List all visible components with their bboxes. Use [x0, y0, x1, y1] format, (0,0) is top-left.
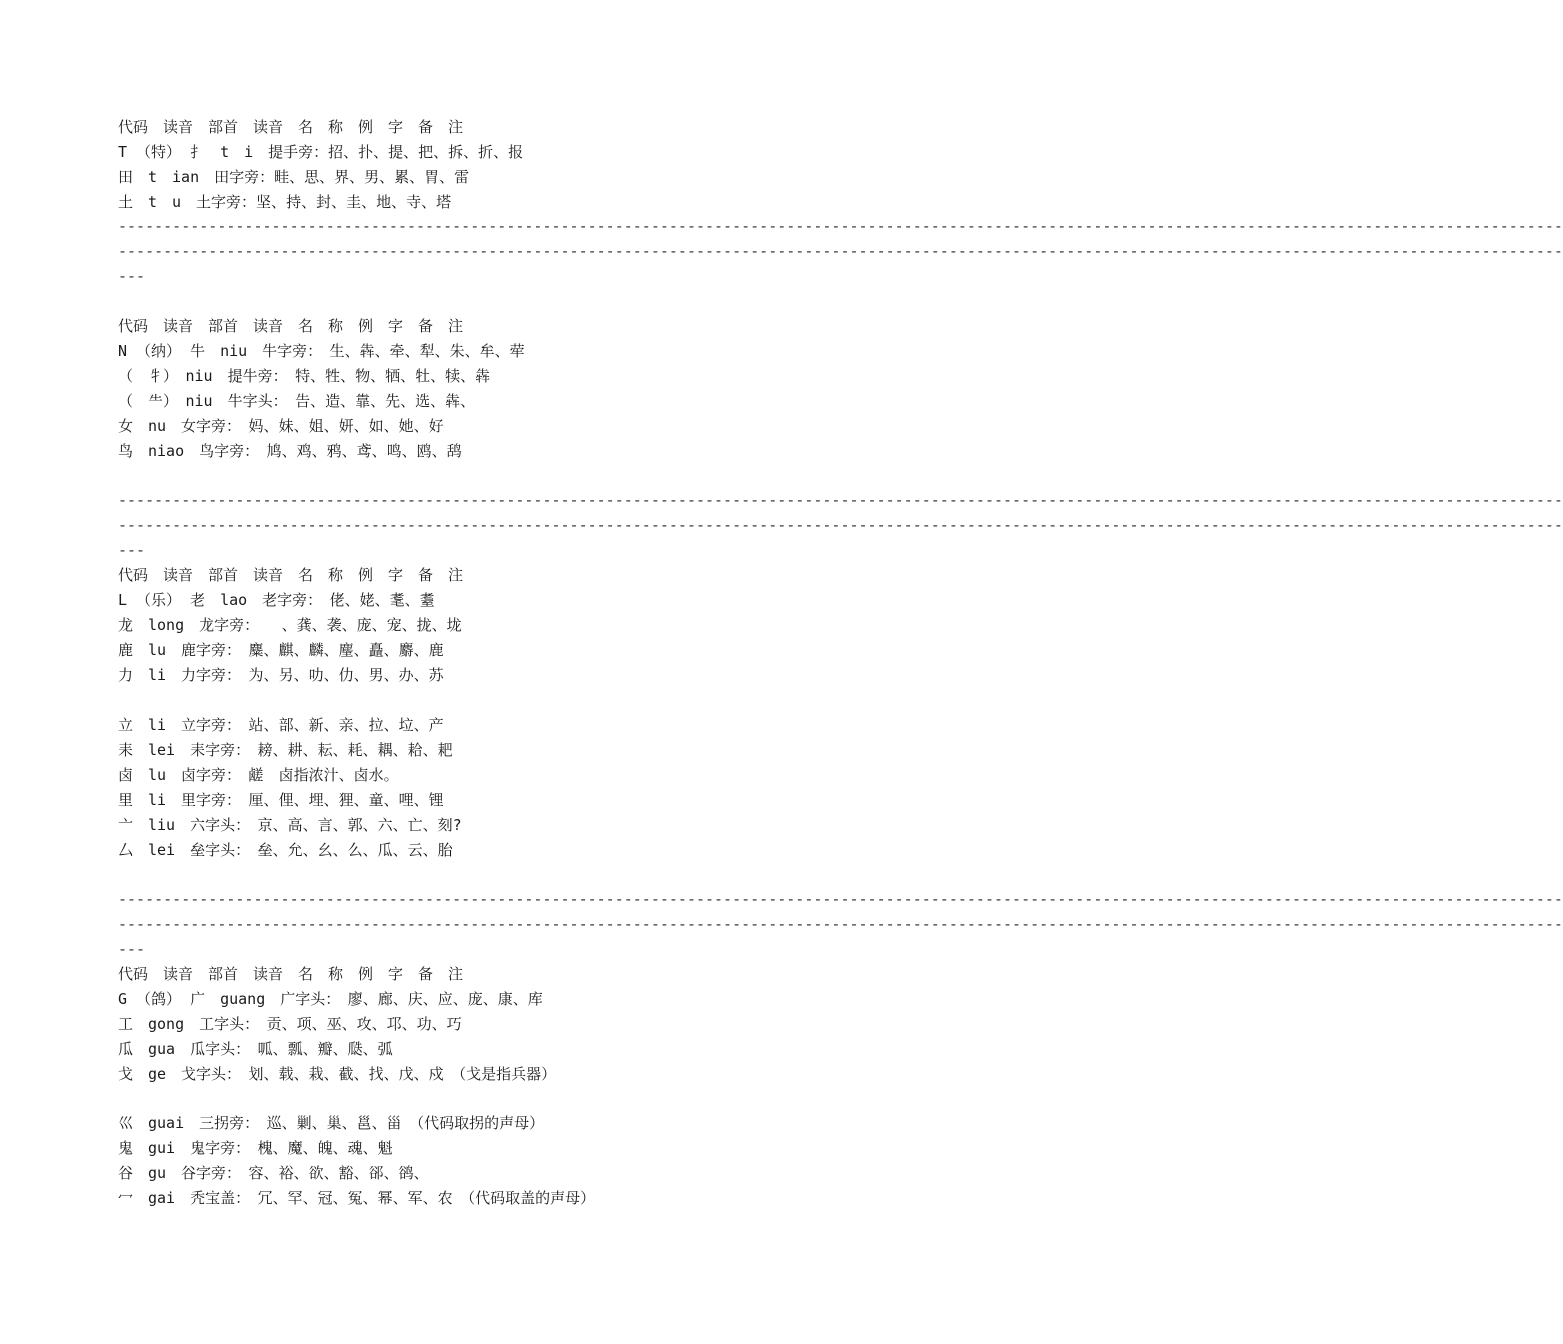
table-row: 鸟 niao 鸟字旁： 鸠、鸡、鸦、鸢、鸣、鸥、鸹 [118, 442, 462, 460]
table-row: （ ⺧） niu 牛字头： 告、造、靠、先、选、犇、 [118, 392, 476, 410]
dashed-rule: ---------------------------------------------------------------------------------------------------------------------------------------------------------------- [118, 915, 1563, 933]
dashed-rule: ---------------------------------------------------------------------------------------------------------------------------------------------------------------- [118, 491, 1563, 509]
table-row: 耒 lei 耒字旁： 耪、耕、耘、耗、耦、耠、耙 [118, 741, 453, 759]
table-row: T （特） 扌 t i 提手旁：招、扑、提、把、拆、折、报 [118, 143, 524, 161]
dashed-rule-tail: --- [118, 267, 146, 285]
table-row: 女 nu 女字旁： 妈、妹、姐、妍、如、她、好 [118, 417, 444, 435]
table-row: 立 li 立字旁： 站、部、新、亲、拉、垃、产 [118, 716, 444, 734]
table-row: 冖 gai 秃宝盖： 冗、罕、冠、冤、幂、军、农 （代码取盖的声母） [118, 1189, 596, 1207]
table-row: 卤 lu 卤字旁： 鹾 卤指浓汁、卤水。 [118, 766, 399, 784]
dashed-rule-tail: --- [118, 541, 146, 559]
table-row: 巛 guai 三拐旁： 巡、剿、巢、邕、甾 （代码取拐的声母） [118, 1114, 545, 1132]
table-row: 鹿 lu 鹿字旁： 麋、麒、麟、麈、矗、麝、鹿 [118, 641, 444, 659]
dashed-rule: ---------------------------------------------------------------------------------------------------------------------------------------------------------------- [118, 516, 1563, 534]
table-row: 戈 ge 戈字头： 划、载、栽、截、找、戊、戍 （戈是指兵器） [118, 1065, 557, 1083]
table-row: 亠 liu 六字头： 京、高、言、郭、六、亡、刻? [118, 816, 462, 834]
table-row: 里 li 里字旁： 厘、俚、埋、狸、童、哩、锂 [118, 791, 444, 809]
table-row: N （纳） 牛 niu 牛字旁： 生、犇、牵、犁、朱、牟、荦 [118, 342, 525, 360]
table-row: G （鸽） 广 guang 广字头： 廖、廊、庆、应、庞、康、库 [118, 990, 543, 1008]
header-row: 代码 读音 部首 读音 名 称 例 字 备 注 [118, 566, 464, 584]
table-row: 谷 gu 谷字旁： 容、裕、欲、豁、郤、鹆、 [118, 1164, 429, 1182]
table-row: 鬼 gui 鬼字旁： 槐、魔、魄、魂、魁 [118, 1139, 393, 1157]
table-row: 土 t u 土字旁：坚、持、封、圭、地、寺、塔 [118, 193, 452, 211]
table-row: 力 li 力字旁： 为、另、叻、仂、男、办、苏 [118, 666, 444, 684]
table-row: 田 t ian 田字旁：畦、思、界、男、累、胃、雷 [118, 168, 470, 186]
header-row: 代码 读音 部首 读音 名 称 例 字 备 注 [118, 965, 464, 983]
table-row: 厶 lei 垒字头： 垒、允、幺、么、瓜、云、胎 [118, 841, 453, 859]
dashed-rule-tail: --- [118, 940, 146, 958]
dashed-rule: ---------------------------------------------------------------------------------------------------------------------------------------------------------------- [118, 890, 1563, 908]
table-row: L （乐） 老 lao 老字旁： 佬、姥、耄、耋 [118, 591, 435, 609]
header-row: 代码 读音 部首 读音 名 称 例 字 备 注 [118, 118, 464, 136]
header-row: 代码 读音 部首 读音 名 称 例 字 备 注 [118, 317, 464, 335]
dashed-rule: ---------------------------------------------------------------------------------------------------------------------------------------------------------------- [118, 217, 1563, 235]
table-row: 龙 long 龙字旁： 、龚、袭、庞、宠、拢、垅 [118, 616, 462, 634]
dashed-rule: ---------------------------------------------------------------------------------------------------------------------------------------------------------------- [118, 242, 1563, 260]
table-row: 工 gong 工字头： 贡、项、巫、攻、邛、功、巧 [118, 1015, 462, 1033]
table-row: 瓜 gua 瓜字头： 呱、瓢、瓣、瓞、弧 [118, 1040, 393, 1058]
table-row: （ 牜） niu 提牛旁： 特、牲、物、牺、牡、犊、犇 [118, 367, 491, 385]
